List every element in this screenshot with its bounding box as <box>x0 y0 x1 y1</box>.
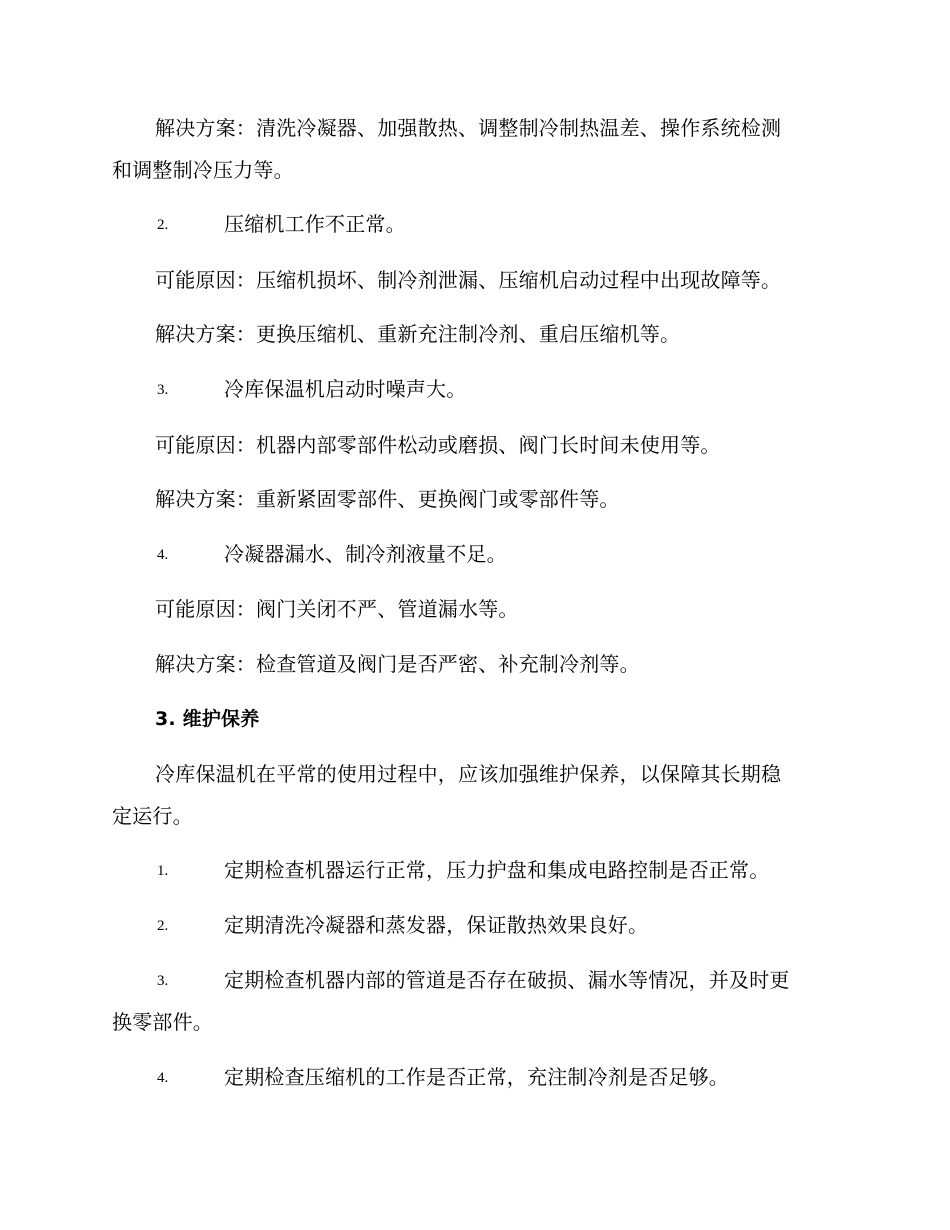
item-3-cause: 可能原因：机器内部零部件松动或磨损、阀门长时间未使用等。 <box>155 433 721 457</box>
section-heading: 3. 维护保养 <box>155 708 260 730</box>
item-4-solution: 解决方案：检查管道及阀门是否严密、补充制冷剂等。 <box>155 652 640 676</box>
section-intro-line-2: 定运行。 <box>112 804 193 828</box>
section-intro-line-1: 冷库保温机在平常的使用过程中，应该加强维护保养，以保障其长期稳 <box>155 762 782 786</box>
maintenance-item-3-line-1: 定期检查机器内部的管道是否存在破损、漏水等情况，并及时更 <box>224 968 790 992</box>
maintenance-number-4: 4. <box>157 1070 169 1086</box>
maintenance-item-1: 定期检查机器运行正常，压力护盘和集成电路控制是否正常。 <box>224 858 770 882</box>
solution-line-2: 和调整制冷压力等。 <box>112 158 294 182</box>
list-number-4: 4. <box>157 547 169 563</box>
item-2-cause: 可能原因：压缩机损坏、制冷剂泄漏、压缩机启动过程中出现故障等。 <box>155 268 782 292</box>
maintenance-number-1: 1. <box>157 863 169 879</box>
list-number-2: 2. <box>157 217 169 233</box>
item-3-solution: 解决方案：重新紧固零部件、更换阀门或零部件等。 <box>155 487 620 511</box>
list-item-4-text: 冷凝器漏水、制冷剂液量不足。 <box>224 542 507 566</box>
solution-line-1: 解决方案：清洗冷凝器、加强散热、调整制冷制热温差、操作系统检测 <box>155 116 782 140</box>
maintenance-number-2: 2. <box>157 918 169 934</box>
maintenance-number-3: 3. <box>157 973 169 989</box>
maintenance-item-3-line-2: 换零部件。 <box>112 1010 213 1034</box>
maintenance-item-2: 定期清洗冷凝器和蒸发器，保证散热效果良好。 <box>224 913 649 937</box>
maintenance-item-4: 定期检查压缩机的工作是否正常，充注制冷剂是否足够。 <box>224 1065 729 1089</box>
item-2-solution: 解决方案：更换压缩机、重新充注制冷剂、重启压缩机等。 <box>155 322 681 346</box>
list-number-3: 3. <box>157 382 169 398</box>
list-item-3-text: 冷库保温机启动时噪声大。 <box>224 377 467 401</box>
item-4-cause: 可能原因：阀门关闭不严、管道漏水等。 <box>155 597 519 621</box>
list-item-2-text: 压缩机工作不正常。 <box>224 212 406 236</box>
